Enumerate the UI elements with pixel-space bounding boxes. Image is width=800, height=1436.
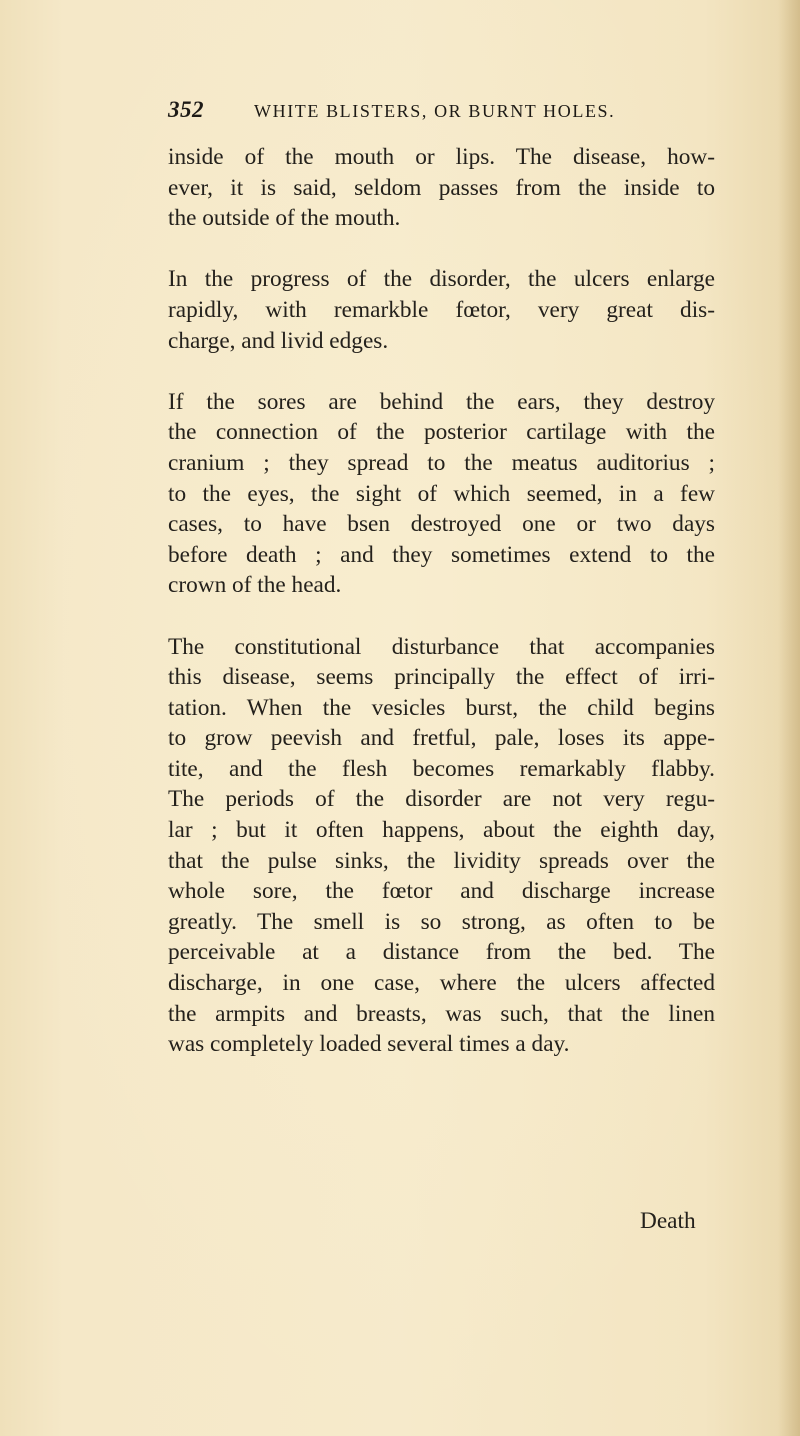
text-line: rapidly, with remarkble fœtor, very great dis- — [168, 296, 715, 323]
paragraph — [168, 387, 715, 601]
running-head: WHITE BLISTERS, OR BURNT HOLES. — [254, 101, 616, 121]
text-line: inside of the mouth or lips. The disease, how- — [168, 144, 715, 170]
text-line: the armpits and breasts, was such, that the linen — [168, 1000, 715, 1027]
body-text — [168, 142, 715, 1090]
text-line: to the eyes, the sight of which seemed, in a few — [168, 480, 715, 507]
text-line: this disease, seems principally the effect of irri- — [168, 664, 715, 691]
page-number: 352 — [168, 97, 204, 122]
text-line: discharge, in one case, where the ulcers affected — [168, 970, 715, 997]
text-line: tation. When the vesicles burst, the child begins — [168, 694, 715, 721]
text-line: to grow peevish and fretful, pale, loses its appe- — [168, 725, 715, 752]
text-line: before death ; and they sometimes extend to the — [168, 541, 715, 568]
text-line: whole sore, the fœtor and discharge increase — [168, 878, 715, 905]
text-line: the connection of the posterior cartilage with the — [168, 419, 715, 446]
text-line: greatly. The smell is so strong, as often to be — [168, 908, 715, 935]
page-edge-shadow — [778, 0, 800, 1436]
paragraph — [168, 142, 715, 234]
text-line: was completely loaded several times a day. — [168, 1031, 570, 1058]
catchword: Death — [640, 1208, 696, 1234]
text-line: In the progress of the disorder, the ulcers enlarge — [168, 266, 715, 293]
paragraph — [168, 632, 715, 1060]
text-line: charge, and livid edges. — [168, 327, 389, 354]
text-line: lar ; but it often happens, about the eighth day, — [168, 817, 715, 844]
text-line: that the pulse sinks, the lividity spreads over the — [168, 847, 715, 874]
page-header — [168, 97, 668, 131]
text-line: the outside of the mouth. — [168, 205, 401, 232]
text-line: ever, it is said, seldom passes from the inside to — [168, 174, 715, 201]
paragraph — [168, 264, 715, 356]
text-line: The constitutional disturbance that accompanies — [168, 633, 715, 660]
text-line: cranium ; they spread to the meatus auditorius ; — [168, 449, 715, 476]
text-line: perceivable at a distance from the bed. The — [168, 939, 715, 966]
text-line: crown of the head. — [168, 572, 342, 599]
text-line: The periods of the disorder are not very regu- — [168, 786, 715, 813]
text-line: cases, to have bsen destroyed one or two days — [168, 511, 715, 538]
text-line: tite, and the flesh becomes remarkably flabby. — [168, 755, 715, 782]
text-line: If the sores are behind the ears, they destroy — [168, 388, 715, 415]
